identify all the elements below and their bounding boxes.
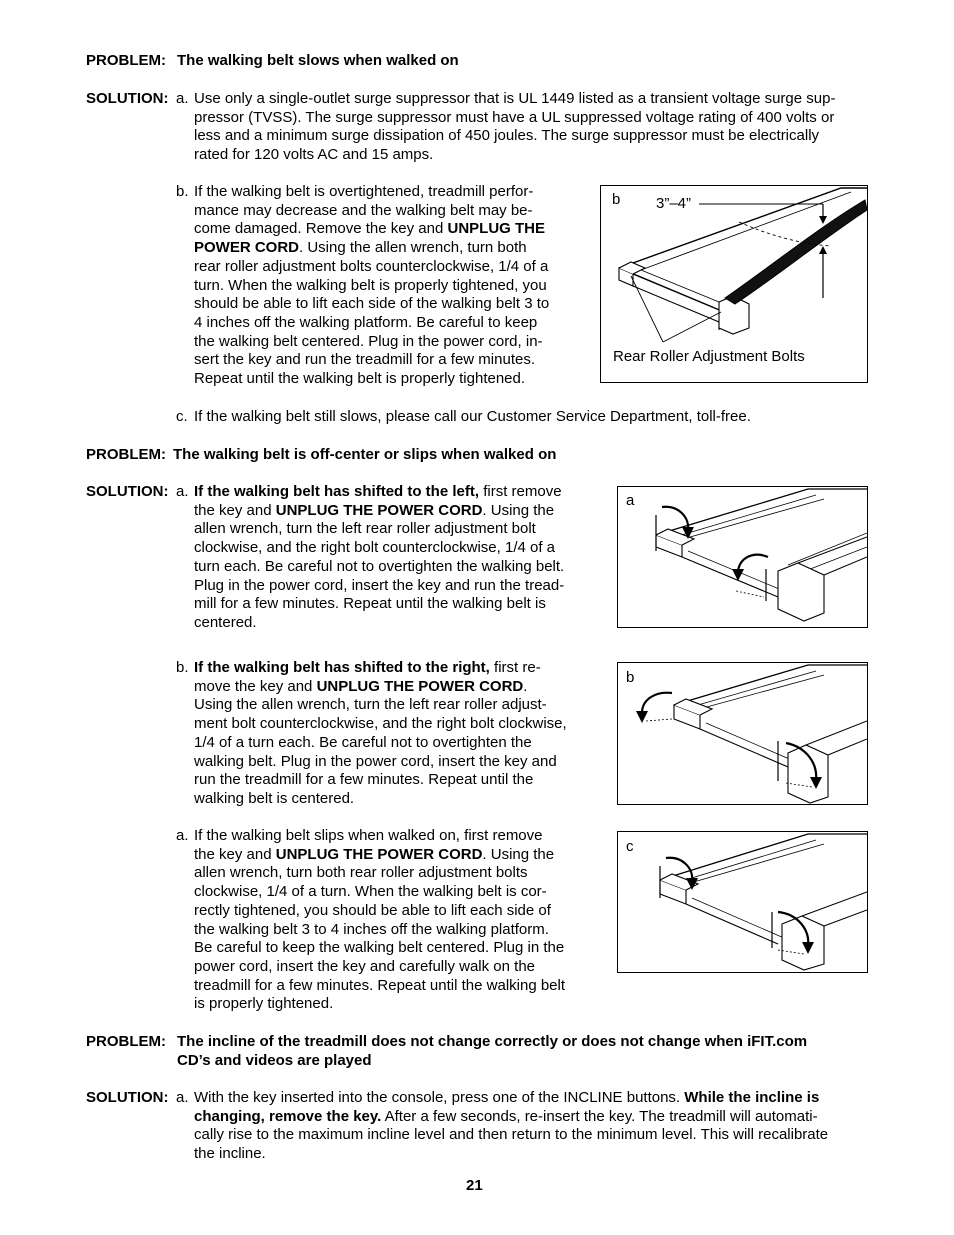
step-letter: a. bbox=[176, 90, 189, 107]
text-run: move the key and bbox=[194, 677, 317, 695]
text-line: clockwise, and the right bolt counterclockwise, 1/4 of a bbox=[194, 539, 556, 557]
text-run: . bbox=[523, 677, 528, 695]
text-line bbox=[194, 846, 565, 865]
roller-adjustment-illustration bbox=[618, 663, 867, 804]
text-line: pressor (TVSS). The surge suppressor must have a UL suppressed voltage rating of 400 volts or bbox=[194, 108, 835, 126]
text-line: sert the key and run the treadmill for a few minutes. bbox=[194, 351, 535, 369]
text-line: treadmill for a few minutes. Repeat until the walking belt bbox=[194, 976, 566, 994]
text-run: . Using the allen wrench, turn both bbox=[299, 239, 527, 257]
text-line: Be careful to keep the walking belt centered. Plug in the bbox=[194, 939, 565, 957]
text-line: the walking belt centered. Plug in the power cord, in- bbox=[194, 332, 543, 350]
text-line: The incline of the treadmill does not change correctly or does not change when iFIT.com bbox=[177, 1033, 808, 1050]
step-letter: a. bbox=[176, 827, 189, 844]
text-run: first remove bbox=[479, 483, 562, 500]
step-letter: b. bbox=[176, 183, 189, 200]
text-line: cally rise to the maximum incline level and then return to the minimum level. This will recalibrate bbox=[194, 1126, 829, 1144]
belt-slip-figure bbox=[617, 831, 868, 973]
text-run-bold: While the incline is bbox=[684, 1089, 820, 1106]
belt-tension-figure bbox=[600, 185, 868, 383]
text-run: . Using the bbox=[482, 501, 555, 519]
text-line: rear roller adjustment bolts counterclockwise, 1/4 of a bbox=[194, 257, 549, 275]
text-run-bold: UNPLUG THE bbox=[447, 220, 545, 238]
text-run: come damaged. Remove the key and bbox=[194, 220, 448, 238]
text-line: Using the allen wrench, turn the left rear roller adjust- bbox=[194, 696, 547, 714]
text-run: With the key inserted into the console, press one of the INCLINE buttons. bbox=[194, 1089, 685, 1106]
text-line: ment bolt counterclockwise, and the right bolt clockwise, bbox=[194, 715, 567, 733]
text-line: less and a minimum surge dissipation of 450 joules. The surge suppressor must be electrically bbox=[194, 127, 820, 145]
solution-paragraph bbox=[194, 827, 565, 1014]
solution-paragraph: If the walking belt still slows, please call our Customer Service Department, toll-free. bbox=[194, 408, 751, 425]
figure-letter: a bbox=[626, 492, 635, 509]
text-run-bold: UNPLUG THE POWER CORD bbox=[275, 845, 483, 863]
roller-adjustment-illustration bbox=[618, 487, 867, 627]
solution-paragraph bbox=[194, 483, 564, 633]
measurement-label: 3”–4” bbox=[656, 195, 692, 212]
solution-paragraph bbox=[194, 183, 549, 389]
text-line: 1/4 of a turn each. Be careful not to overtighten the bbox=[194, 733, 532, 751]
text-line: allen wrench, turn the left rear roller adjustment bolt bbox=[194, 520, 536, 538]
figure-letter: c bbox=[626, 838, 634, 855]
text-line: Plug in the power cord, insert the key and run the tread- bbox=[194, 576, 565, 594]
step-letter: b. bbox=[176, 659, 189, 676]
solution-label: SOLUTION: bbox=[86, 1089, 169, 1106]
text-run: . Using the bbox=[482, 845, 555, 863]
text-line: allen wrench, turn both rear roller adjustment bolts bbox=[194, 864, 528, 882]
text-line: If the walking belt is overtightened, treadmill perfor- bbox=[194, 183, 534, 200]
text-line: should be able to lift each side of the walking belt 3 to bbox=[194, 295, 550, 313]
problem-label: PROBLEM: bbox=[86, 446, 166, 463]
step-letter: a. bbox=[176, 1089, 189, 1106]
solution-label: SOLUTION: bbox=[86, 90, 169, 107]
solution-paragraph bbox=[194, 659, 567, 809]
text-run: the key and bbox=[194, 501, 276, 519]
text-line: rectly tightened, you should be able to lift each side of bbox=[194, 901, 551, 919]
text-line bbox=[194, 483, 564, 502]
text-line: If the walking belt slips when walked on, first remove bbox=[194, 827, 543, 844]
text-line: walking belt is centered. bbox=[194, 789, 355, 807]
text-line: walking belt. Plug in the power cord, insert the key and bbox=[194, 752, 557, 770]
text-line: the incline. bbox=[194, 1145, 266, 1163]
page-number: 21 bbox=[466, 1177, 483, 1194]
text-line bbox=[194, 220, 549, 239]
text-line bbox=[194, 502, 564, 521]
text-run-bold: POWER CORD bbox=[194, 239, 299, 257]
text-run-bold: If the walking belt has shifted to the right, bbox=[194, 659, 490, 676]
text-line: CD’s and videos are played bbox=[177, 1051, 372, 1069]
text-line bbox=[194, 1108, 828, 1127]
solution-paragraph bbox=[194, 90, 835, 165]
text-line bbox=[194, 239, 549, 258]
step-letter: c. bbox=[176, 408, 188, 425]
text-line bbox=[194, 659, 567, 678]
text-line: run the treadmill for a few minutes. Repeat until the bbox=[194, 771, 534, 789]
text-line: centered. bbox=[194, 613, 257, 631]
text-run: the key and bbox=[194, 845, 276, 863]
problem-heading bbox=[177, 1033, 807, 1070]
text-line: is properly tightened. bbox=[194, 995, 334, 1013]
text-line: turn. When the walking belt is properly tightened, you bbox=[194, 276, 547, 294]
belt-right-shift-figure bbox=[617, 662, 868, 805]
text-line bbox=[194, 1089, 828, 1108]
problem-heading: The walking belt slows when walked on bbox=[177, 52, 459, 69]
problem-label: PROBLEM: bbox=[86, 52, 166, 69]
text-run-bold: changing, remove the key. bbox=[194, 1107, 382, 1125]
figure-letter: b bbox=[626, 669, 635, 686]
text-line: 4 inches off the walking platform. Be careful to keep bbox=[194, 313, 538, 331]
text-run-bold: If the walking belt has shifted to the left, bbox=[194, 483, 480, 500]
solution-label: SOLUTION: bbox=[86, 483, 169, 500]
problem-label: PROBLEM: bbox=[86, 1033, 166, 1050]
roller-adjustment-illustration bbox=[618, 832, 867, 972]
figure-caption: Rear Roller Adjustment Bolts bbox=[613, 348, 805, 365]
text-run: After a few seconds, re-insert the key. The treadmill will automati- bbox=[381, 1107, 818, 1125]
belt-left-shift-figure bbox=[617, 486, 868, 628]
text-line: rated for 120 volts AC and 15 amps. bbox=[194, 146, 434, 164]
step-letter: a. bbox=[176, 483, 189, 500]
text-line: clockwise, 1/4 of a turn. When the walking belt is cor- bbox=[194, 883, 547, 901]
text-run: first re- bbox=[489, 659, 541, 676]
text-line: Repeat until the walking belt is properly tightened. bbox=[194, 370, 526, 388]
text-line: the walking belt 3 to 4 inches off the walking platform. bbox=[194, 920, 549, 938]
text-line: mill for a few minutes. Repeat until the walking belt is bbox=[194, 595, 546, 613]
text-line bbox=[194, 678, 567, 697]
text-line: mance may decrease and the walking belt may be- bbox=[194, 201, 533, 219]
problem-heading: The walking belt is off-center or slips when walked on bbox=[173, 446, 557, 463]
text-line: power cord, insert the key and carefully walk on the bbox=[194, 957, 536, 975]
figure-letter: b bbox=[612, 191, 621, 208]
text-run-bold: UNPLUG THE POWER CORD bbox=[275, 501, 483, 519]
text-line: turn each. Be careful not to overtighten the walking belt. bbox=[194, 557, 565, 575]
solution-paragraph bbox=[194, 1089, 828, 1164]
text-line: Use only a single-outlet surge suppressor that is UL 1449 listed as a transient voltage surge sup- bbox=[194, 90, 836, 107]
text-run-bold: UNPLUG THE POWER CORD bbox=[316, 677, 524, 695]
